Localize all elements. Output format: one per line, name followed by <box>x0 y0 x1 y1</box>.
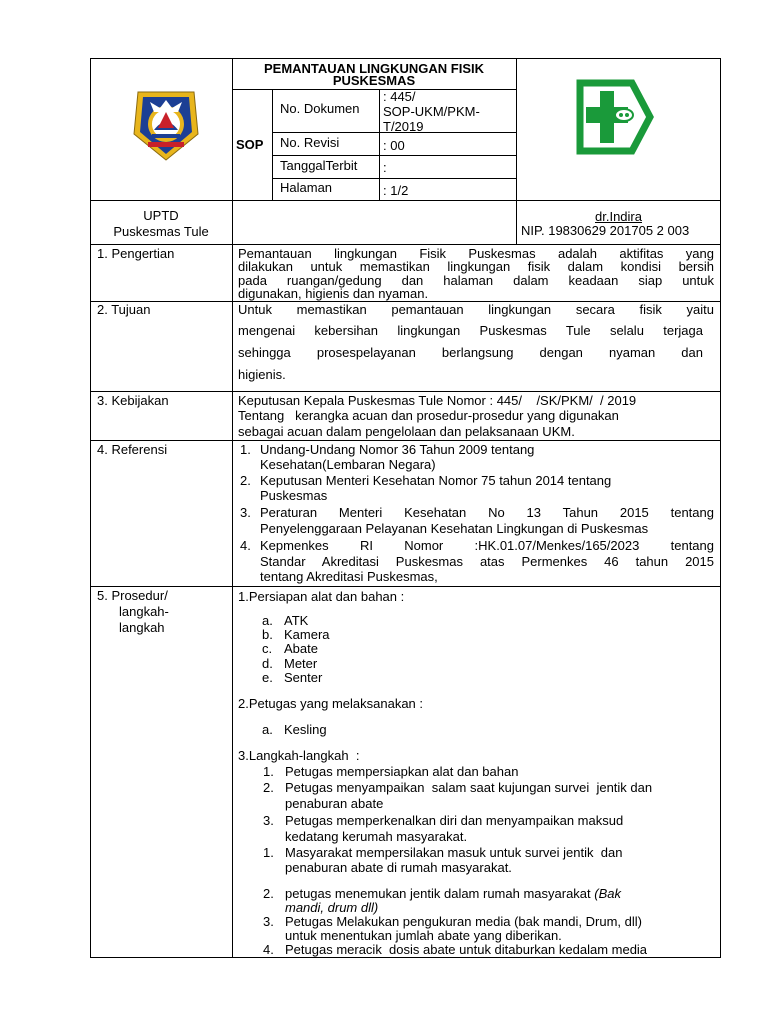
referensi-1-line-2: Kesehatan(Lembaran Negara) <box>260 457 436 472</box>
section-label-kebijakan: 3. Kebijakan <box>97 393 169 408</box>
field-row-line-2 <box>272 155 516 156</box>
section-label-pengertian: 1. Pengertian <box>97 246 175 261</box>
step-2-line-2: penaburan abate <box>285 796 384 811</box>
field-label-no-revisi: No. Revisi <box>280 135 340 150</box>
referensi-num-3: 3. <box>240 505 251 520</box>
step-1-line-1: Petugas mempersiapkan alat dan bahan <box>285 764 519 779</box>
persiapan-item-abate: Abate <box>284 641 318 656</box>
persiapan-marker-e: e. <box>262 670 273 685</box>
step-5-line-2: mandi, drum dll) <box>285 900 379 915</box>
petugas-title: 2.Petugas yang melaksanakan : <box>238 696 424 711</box>
step-5-line-1 <box>285 886 621 901</box>
document-title-line1: PEMANTAUAN LINGKUNGAN FISIK <box>263 61 485 76</box>
puskesmas-cross-logo-icon <box>574 77 656 157</box>
regency-emblem-icon <box>128 84 204 162</box>
tujuan-line-1: Untuk memastikan pemantauan lingkungan secara fisik yaitu <box>238 302 714 317</box>
referensi-3-line-2: Penyelenggaraan Pelayanan Kesehatan Lingkungan di Puskesmas <box>260 521 649 536</box>
field-label-no-dokumen: No. Dokumen <box>280 101 360 116</box>
logo-cell-bottom <box>90 200 232 201</box>
field-value-tanggal-terbit: : <box>383 160 387 175</box>
table-border-bottom <box>90 957 721 958</box>
referensi-4-line-3: tentang Akreditasi Puskesmas, <box>260 569 438 584</box>
row-line-prosedur <box>90 586 721 587</box>
field-row-line-3 <box>272 178 516 179</box>
right-logo-cell-bottom <box>516 200 721 201</box>
referensi-1-line-1: Undang-Undang Nomor 36 Tahun 2009 tentang <box>260 442 535 457</box>
referensi-num-4: 4. <box>240 538 251 553</box>
langkah-title: 3.Langkah-langkah : <box>238 748 360 763</box>
persiapan-title: 1.Persiapan alat dan bahan : <box>238 589 405 604</box>
referensi-2-line-1: Keputusan Menteri Kesehatan Nomor 75 tahun 2014 tentang <box>260 473 612 488</box>
field-row-line-4 <box>232 200 516 201</box>
petugas-marker-a: a. <box>262 722 273 737</box>
field-value-no-dokumen-3: T/2019 <box>383 119 424 134</box>
referensi-num-2: 2. <box>240 473 251 488</box>
section-label-prosedur-1: 5. Prosedur/ <box>97 588 168 603</box>
field-value-no-dokumen-2: SOP-UKM/PKM- <box>383 104 480 119</box>
body-column-divider <box>232 244 233 958</box>
section-label-prosedur-2: langkah- <box>119 604 169 619</box>
referensi-num-1: 1. <box>240 442 251 457</box>
pengertian-line-2: dilakukan untuk memastikan lingkungan fisik dalam kondisi bersih <box>238 259 714 274</box>
table-border-right <box>720 58 721 958</box>
persiapan-item-kamera: Kamera <box>284 627 330 642</box>
kebijakan-line-3: sebagai acuan dalam pengelolaan dan pelaksanaan UKM. <box>238 424 575 439</box>
document-title-line2: PUSKESMAS <box>332 73 416 88</box>
step-num-6: 3. <box>263 914 274 929</box>
persiapan-marker-b: b. <box>262 627 273 642</box>
signatory-nip: NIP. 19830629 201705 2 003 <box>521 223 690 238</box>
pengertian-line-3: pada ruangan/gedung dan halaman dalam keadaan siap untuk <box>238 273 714 288</box>
section-label-prosedur-3: langkah <box>119 620 165 635</box>
petugas-item-kesling: Kesling <box>284 722 327 737</box>
referensi-3-line-1: Peraturan Menteri Kesehatan No 13 Tahun 2015 tentang <box>260 505 714 520</box>
tujuan-line-3: sehingga prosespelayanan berlangsung dengan nyaman dan <box>238 345 703 360</box>
step-5-italic-1: (Bak <box>594 886 621 901</box>
signatory-name: dr.Indira <box>595 209 642 224</box>
referensi-2-line-2: Puskesmas <box>260 488 328 503</box>
step-6-line-2: untuk menentukan jumlah abate yang diberikan. <box>285 928 562 943</box>
sop-label: SOP <box>236 137 264 152</box>
persiapan-marker-d: d. <box>262 656 273 671</box>
step-num-5: 2. <box>263 886 274 901</box>
org-name-line1: UPTD <box>143 208 179 223</box>
step-5-text: petugas menemukan jentik dalam rumah masyarakat <box>285 886 595 901</box>
row-line-kebijakan <box>90 391 721 392</box>
step-4-line-1: Masyarakat mempersilakan masuk untuk survei jentik dan <box>285 845 623 860</box>
kebijakan-line-1: Keputusan Kepala Puskesmas Tule Nomor : 445/ /SK/PKM/ / 2019 <box>238 393 637 408</box>
referensi-4-line-2: Standar Akreditasi Puskesmas atas Permenkes 46 tahun 2015 <box>260 554 714 569</box>
step-num-7: 4. <box>263 942 274 957</box>
pengertian-line-1: Pemantauan lingkungan Fisik Puskesmas adalah aktifitas yang <box>238 246 714 261</box>
persiapan-item-meter: Meter <box>284 656 318 671</box>
tujuan-line-4: higienis. <box>238 367 286 382</box>
step-2-line-1: Petugas menyampaikan salam saat kujungan survei jentik dan <box>285 780 653 795</box>
step-num-1: 1. <box>263 764 274 779</box>
title-bottom-line <box>232 89 516 90</box>
row-line-pengertian <box>90 244 721 245</box>
step-3-line-2: kedatang kerumah masyarakat. <box>285 829 468 844</box>
sop-divider <box>272 89 273 200</box>
section-label-referensi: 4. Referensi <box>97 442 168 457</box>
step-num-4: 1. <box>263 845 274 860</box>
field-value-no-dokumen-1: : 445/ <box>383 89 416 104</box>
persiapan-item-senter: Senter <box>284 670 323 685</box>
field-value-no-revisi: : 00 <box>383 138 405 153</box>
field-label-halaman: Halaman <box>280 180 333 195</box>
persiapan-marker-c: c. <box>262 641 273 656</box>
referensi-4-line-1: Kepmenkes RI Nomor :HK.01.07/Menkes/165/2023 tentang <box>260 538 714 553</box>
step-num-2: 2. <box>263 780 274 795</box>
field-value-halaman: : 1/2 <box>383 183 409 198</box>
section-label-tujuan: 2. Tujuan <box>97 302 151 317</box>
persiapan-marker-a: a. <box>262 613 273 628</box>
table-border-top <box>90 58 721 59</box>
row-line-referensi <box>90 440 721 441</box>
step-4-line-2: penaburan abate di rumah masyarakat. <box>285 860 512 875</box>
table-border-left <box>90 58 91 958</box>
kebijakan-line-2: Tentang kerangka acuan dan prosedur-prosedur yang digunakan <box>238 408 619 423</box>
step-6-line-1: Petugas Melakukan pengukuran media (bak mandi, Drum, dll) <box>285 914 642 929</box>
pengertian-line-4: digunakan, higienis dan nyaman. <box>238 286 429 301</box>
label-divider <box>379 89 380 200</box>
step-3-line-1: Petugas memperkenalkan diri dan menyampaikan maksud <box>285 813 624 828</box>
step-num-3: 3. <box>263 813 274 828</box>
field-label-tanggal-terbit: TanggalTerbit <box>280 158 358 173</box>
org-name-line2: Puskesmas Tule <box>113 224 209 239</box>
tujuan-line-2: mengenai kebersihan lingkungan Puskesmas Tule selalu terjaga <box>238 323 703 338</box>
step-7-line-1: Petugas meracik dosis abate untuk ditaburkan kedalam media <box>285 942 648 957</box>
persiapan-item-atk: ATK <box>284 613 309 628</box>
